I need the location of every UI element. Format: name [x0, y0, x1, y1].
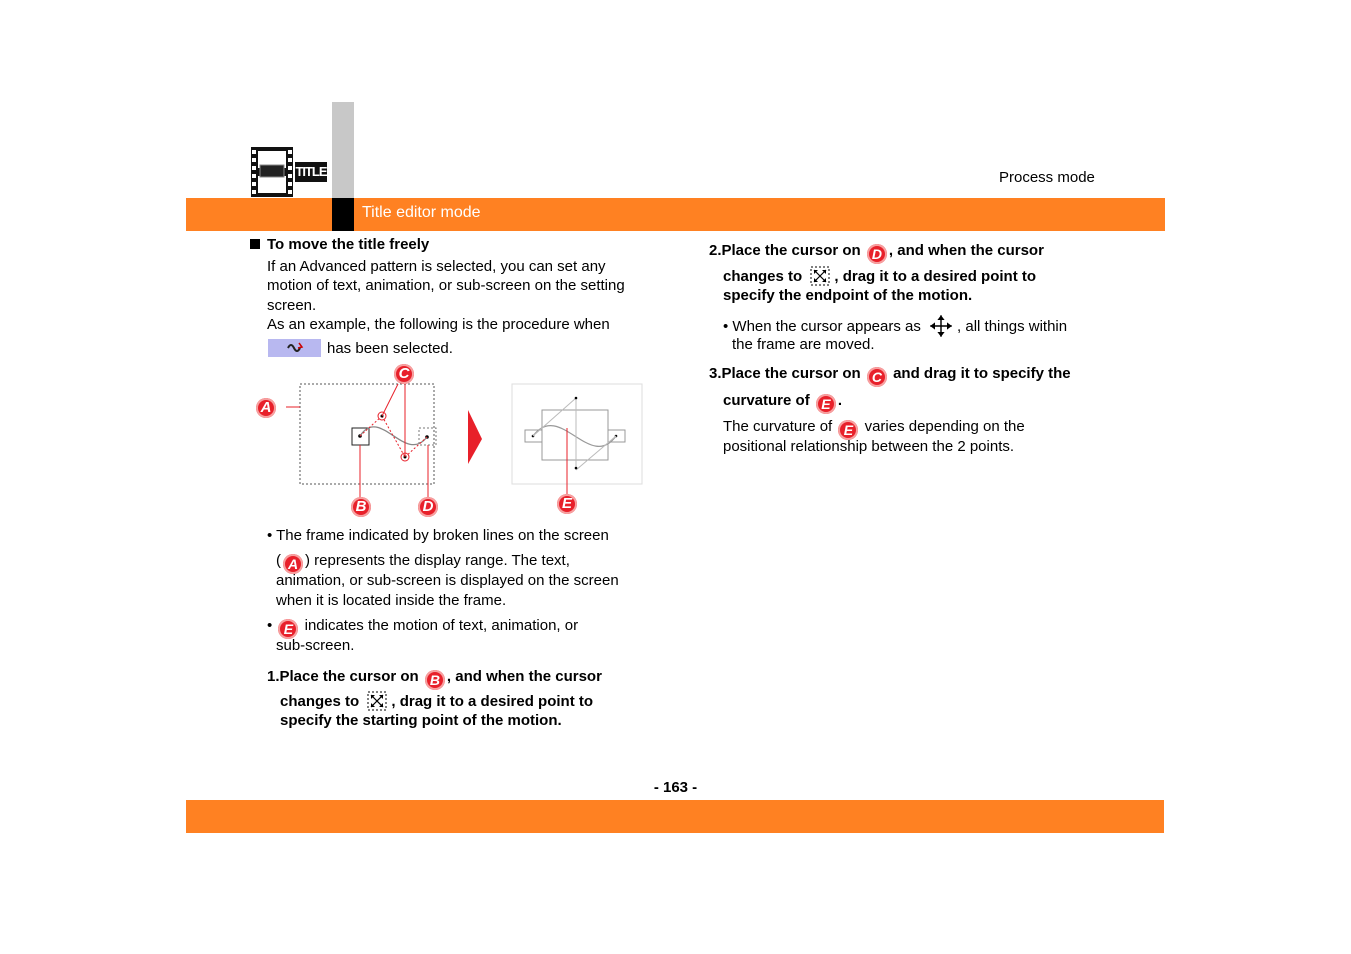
bullet1-line3: animation, or sub-screen is displayed on the screen — [276, 572, 619, 589]
curvature-line1: The curvature of E varies depending on the — [723, 418, 1025, 438]
bullet1-line2: ( A ) represents the display range. The text, — [276, 552, 570, 572]
resize-cursor-icon — [367, 691, 387, 711]
curvature-line2: positional relationship between the 2 points. — [723, 438, 1015, 455]
label-b-icon: B — [351, 497, 371, 517]
label-e-icon: E — [557, 494, 577, 514]
label-c-icon: C — [394, 364, 414, 384]
inline-label-e-icon: E — [278, 619, 298, 639]
page-number: - 163 - — [653, 779, 698, 796]
section-label: Process mode — [999, 169, 1095, 186]
step2-line2: changes to , drag it to a desired point to — [723, 268, 1037, 285]
inline-label-e-icon: E — [838, 420, 858, 440]
footer-bar — [186, 800, 1164, 833]
motion-diagram — [250, 360, 650, 525]
inline-label-b-icon: B — [425, 670, 445, 690]
film-icon — [251, 147, 293, 197]
title-logo-badge: TITLE — [295, 162, 327, 182]
step1-line1: 1.Place the cursor on B , and when the cursor — [267, 668, 602, 688]
note-line1: • When the cursor appears as , all things within — [723, 314, 1067, 338]
intro-line-2: motion of text, animation, or sub-screen on the setting — [267, 277, 625, 294]
step1-line2: changes to , drag it to a desired point to — [280, 693, 594, 710]
move-cursor-icon — [929, 314, 953, 338]
section-heading: To move the title freely — [267, 236, 430, 253]
selected-suffix: has been selected. — [327, 340, 453, 357]
inline-label-c-icon: C — [867, 367, 887, 387]
step1-line3: specify the starting point of the motion. — [280, 712, 562, 729]
step3-line2: curvature of E . — [723, 392, 843, 412]
bullet2-line1: • E indicates the motion of text, animation, or — [267, 617, 579, 637]
inline-label-a-icon: A — [283, 554, 303, 574]
bullet1-line1: • The frame indicated by broken lines on the screen — [267, 527, 609, 544]
mode-title: Title editor mode — [362, 204, 481, 221]
inline-label-d-icon: D — [867, 244, 887, 264]
note-line2: the frame are moved. — [732, 336, 875, 353]
inline-label-e-icon: E — [816, 394, 836, 414]
step2-line3: specify the endpoint of the motion. — [723, 287, 973, 304]
pattern-swatch-icon — [268, 339, 321, 357]
label-d-icon: D — [418, 497, 438, 517]
intro-line-4: As an example, the following is the procedure when — [267, 316, 610, 333]
header-gray-tab — [332, 102, 354, 198]
resize-cursor-icon — [810, 266, 830, 286]
intro-line-3: screen. — [267, 297, 317, 314]
intro-line-1: If an Advanced pattern is selected, you can set any — [267, 258, 606, 275]
bullet2-line2: sub-screen. — [276, 637, 355, 654]
bullet1-line4: when it is located inside the frame. — [276, 592, 507, 609]
label-a-icon: A — [256, 398, 276, 418]
step3-line1: 3.Place the cursor on C and drag it to specify the — [709, 365, 1071, 385]
header-black-tab — [332, 198, 354, 231]
bullet-square-icon — [250, 239, 260, 249]
step2-line1: 2.Place the cursor on D , and when the cursor — [709, 242, 1044, 262]
